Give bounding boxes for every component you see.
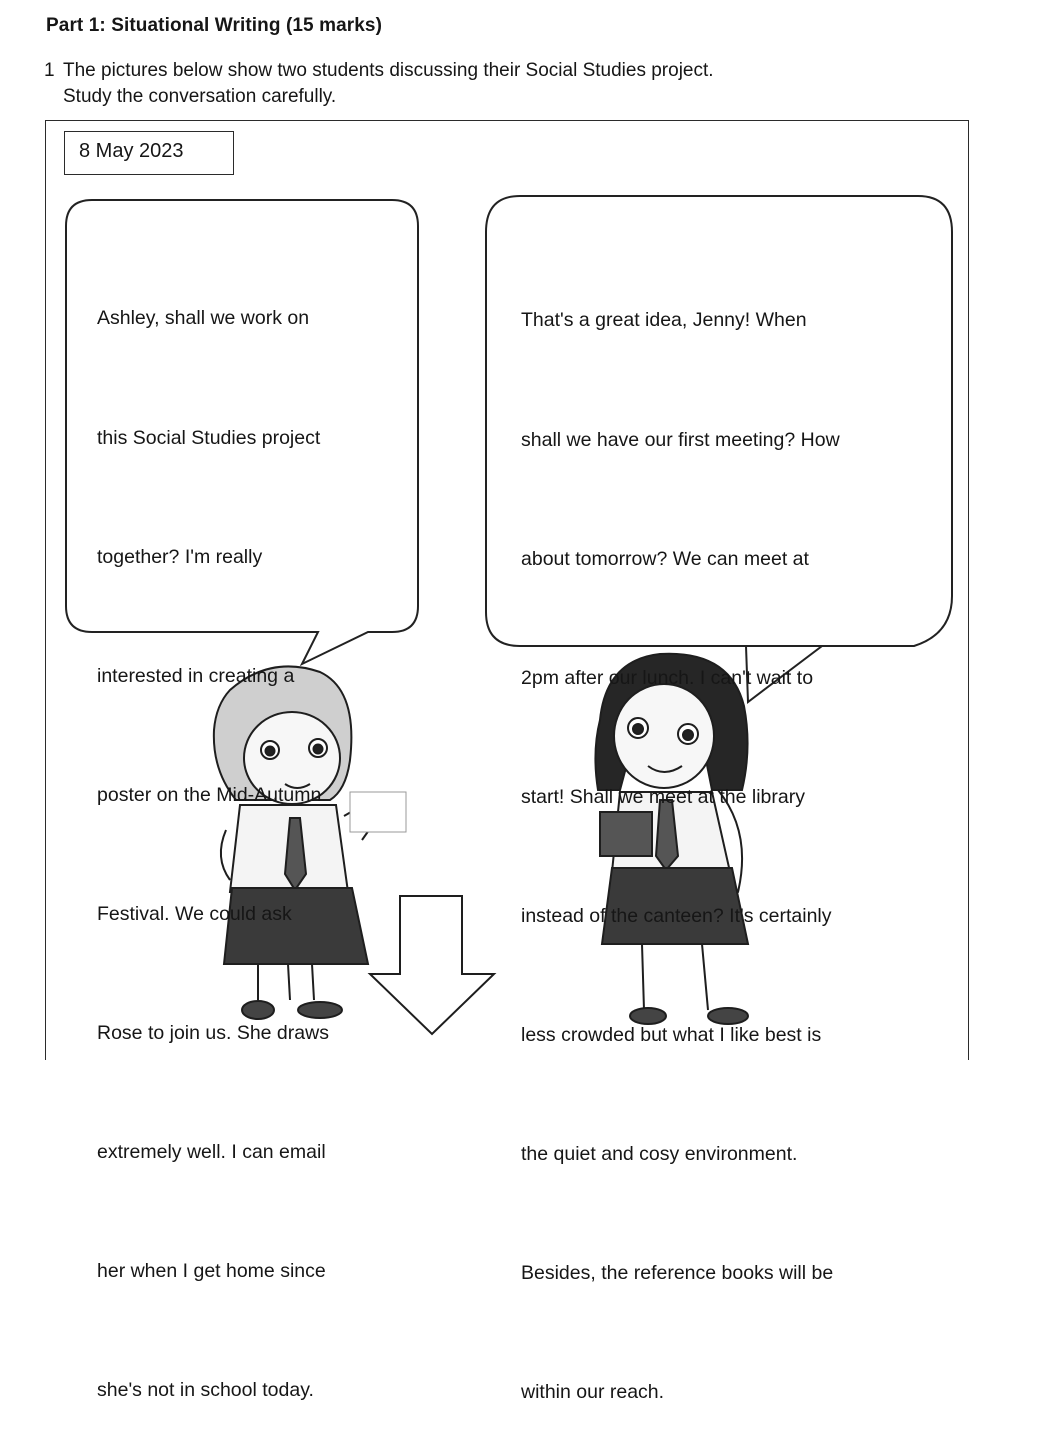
bubble-line: the quiet and cosy environment. [521, 1143, 798, 1166]
bubble-line: That's a great idea, Jenny! When [521, 309, 807, 332]
bubble-line: poster on the Mid-Autumn [97, 783, 322, 806]
bubble-line: this Social Studies project [97, 426, 321, 449]
bubble-line: interested in creating a [97, 664, 295, 687]
bubble-line: her when I get home since [97, 1260, 326, 1283]
question-instruction-line-1: The pictures below show two students discussing their Social Studies project. [63, 60, 714, 81]
bubble-line: Ashley, shall we work on [97, 307, 310, 330]
bubble-line: together? I'm really [97, 545, 263, 568]
section-heading: Part 1: Situational Writing (15 marks) [46, 15, 383, 36]
speech-bubble-right-text [521, 222, 840, 1453]
bubble-line: shall we have our first meeting? How [521, 428, 840, 451]
bubble-line: within our reach. [521, 1381, 665, 1404]
down-arrow-icon [370, 896, 494, 1034]
bubble-line: start! Shall we meet at the library [521, 785, 805, 808]
bubble-line: extremely well. I can email [97, 1141, 326, 1164]
bubble-line: she's not in school today. [97, 1379, 314, 1402]
date-box: 8 May 2023 [64, 131, 234, 175]
bubble-line: instead of the canteen? It's certainly [521, 904, 832, 927]
bubble-line: Festival. We could ask [97, 902, 292, 925]
bubble-line: Besides, the reference books will be [521, 1262, 834, 1285]
bubble-line: 2pm after our lunch. I can't wait to [521, 666, 814, 689]
question-number: 1 [44, 60, 55, 81]
speech-bubble-left-text [97, 220, 329, 1451]
bubble-line: Rose to join us. She draws [97, 1022, 329, 1045]
bubble-line: less crowded but what I like best is [521, 1024, 822, 1047]
question-instruction-line-2: Study the conversation carefully. [63, 86, 337, 107]
bubble-line: about tomorrow? We can meet at [521, 547, 809, 570]
